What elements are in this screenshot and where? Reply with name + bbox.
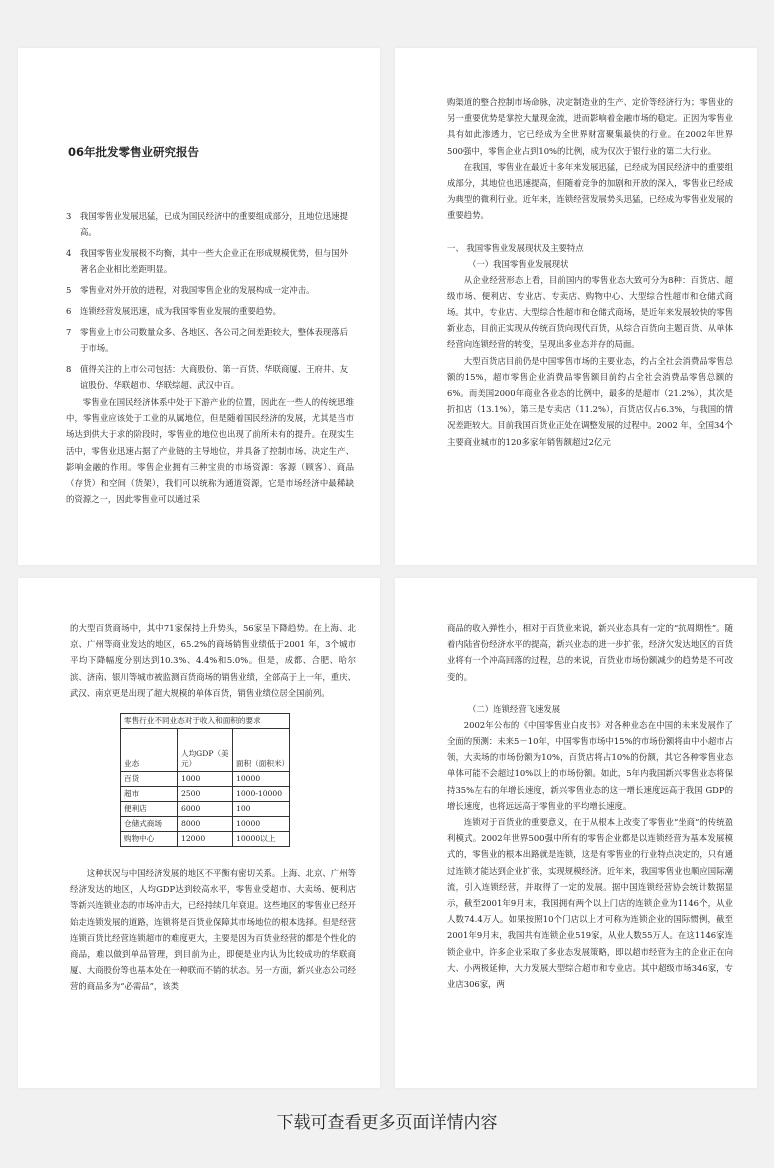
table-cell: 1000 (178, 772, 233, 787)
table-header-row (121, 729, 290, 772)
table-cell: 购物中心 (121, 832, 178, 847)
table-header: 业态 (121, 729, 178, 772)
list-item: 5 零售业对外开放的进程，对我国零售企业的发展构成一定冲击。 (66, 285, 315, 295)
body-paragraph: 连锁对于百货业的重要意义，在于从根本上改变了零售业“坐商”的传统盈利模式。2002年世界500强中所有的零售企业都是以连锁经营为基本发展模式的，零售业的根本出路就是连锁，这是有零售业的行业特点决定的，只有通过连锁才能达到企业扩张，实现规模经济。近年来，我国零售业也顺应国际潮流，引入连锁经营，并取得了一定的发展。据中国连锁经营协会统计数据显示，截至2001年9月末，我国拥有两个以上门店的连锁企业为1146个，从业人数74.4万人。如果按照10个门店以上才可称为连锁企业的国际惯例，截至2001年9月末，我国共有连锁企业519家，从业人数55万人。在这1146家连锁企业中，许多企业采取了多业态发展策略，即以超市经营为主的企业正在向大、小两极延伸，大力发展大型综合超市和专业店。其中超级市场346家，专业店306家，两 (447, 817, 733, 990)
table-cell: 10000 (233, 772, 290, 787)
document-page-3 (18, 578, 380, 1088)
table-cell: 仓储式商场 (121, 817, 178, 832)
document-page-4 (395, 578, 757, 1088)
table-cell: 8000 (178, 817, 233, 832)
body-paragraph: 在我国，零售业在最近十多年来发展迅猛，已经成为国民经济中的重要组成部分，其地位也迅速提高，但随着竞争的加剧和开放的深入，零售业已经成为典型的微利行业。近年来，连锁经营发展势头迅猛，已经成为零售业发展的重要趋势。 (447, 161, 733, 221)
list-item: 4 我国零售业发展极不均衡，其中一些大企业正在形成规模优势，但与国外著名企业相比差距明显。 (66, 248, 348, 274)
document-page-2 (395, 48, 757, 565)
table-row (121, 802, 290, 817)
body-paragraph: 从企业经营形态上看，目前国内的零售业态大致可分为8种：百货店、超级市场、便利店、专业店、专卖店、购物中心、大型综合性超市和仓储式商场。其中，专业店、大型综合性超市和仓储式商场，是近年来发展较快的零售新业态，目前正实现从传统百货向现代百货，从综合百货向主题百货、从单体经营向连锁经营的转变，呈现出多业态并存的局面。 (447, 274, 733, 350)
table-cell: 10000 (233, 817, 290, 832)
table-row (121, 772, 290, 787)
body-paragraph: 2002年公布的《中国零售业白皮书》对各种业态在中国的未来发展作了全面的预测：未来5－10年，中国零售市场中15%的市场份额将由中小超市占领，大卖场的市场份额为10%，百货店将占10%的份额，其它各种零售业态单体可能不会超过10%以上的市场份额。如此，5年内我国新兴零售业态将保持35%左右的年增长速度，新兴零售业态的这一增长速度远高于我国 GDP的增长速度，也将远远高于零售业的平均增长速度。 (447, 719, 733, 811)
list-item: 3 我国零售业发展迅猛，已成为国民经济中的重要组成部分，且地位迅速提高。 (66, 211, 348, 237)
key-points-list (66, 208, 354, 393)
table-cell: 2500 (178, 787, 233, 802)
report-title: 06年批发零售业研究报告 (68, 145, 200, 159)
body-paragraph: 商品的收入弹性小，相对于百货业来说，新兴业态具有一定的“抗周期性”。随着内陆省份经济水平的提高，新兴业态的进一步扩张，经济欠发达地区的百货业将有一个冲高回落的过程，总的来说，百货业市场份额减少的趋势是不可改变的。 (447, 623, 733, 682)
table-cell: 便利店 (121, 802, 178, 817)
table-cell: 1000-10000 (233, 787, 290, 802)
table-row (121, 832, 290, 847)
body-paragraph: 这种状况与中国经济发展的地区不平衡有密切关系。上海、北京、广州等经济发达的地区，人均GDP达到较高水平，零售业受超市、大卖场、便利店等新兴连锁业态的市场冲击大，已经持续几年衰退。这些地区的零售业已经开始走连锁发展的道路，连锁将是百货业保障其市场地位的根本选择。但是经营连锁百货比经营连锁超市的难度更大，主要是因为百货业经营的都是个性化的商品，难以做到单品管理，到目前为止，即便是业内认为比较成功的华联商厦、大商股份等也基本处在一种联而不销的状态。另一方面，新兴业态公司经营的商品多为“必需品”，该类 (70, 868, 356, 992)
table-header: 人均GDP（美元） (178, 729, 233, 772)
subsection-heading: （一）我国零售业发展现状 (468, 258, 569, 269)
list-item: 7 零售业上市公司数量众多、各地区、各公司之间差距较大，整体表现落后于市场。 (66, 327, 348, 353)
subsection-heading: （二）连锁经营飞速发展 (468, 703, 561, 714)
table-cell: 超市 (121, 787, 178, 802)
section-heading: 一、 我国零售业发展现状及主要特点 (447, 242, 584, 253)
table-cell: 100 (233, 802, 290, 817)
list-item: 6 连锁经营发展迅速，成为我国零售业发展的重要趋势。 (66, 306, 281, 316)
table-row (121, 787, 290, 802)
body-paragraph: 零售业在国民经济体系中处于下游产业的位置，因此在一些人的传统思维中，零售业应该处于工业的从属地位，但是随着国民经济的发展，尤其是当市场达到供大于求的阶段时，零售业的地位也出现了前所未有的提升。在现实生活中，零售业迅速占据了产业链的主导地位，并具备了控制市场、决定生产、影响金融的作用。零售企业拥有三种宝贵的市场资源：客源（顾客）、商品（存货）和空间（货架），我们可以统称为通道资源，它是市场经济中最稀缺的资源之一，因此零售业可以通过采 (66, 397, 354, 505)
table-row (121, 817, 290, 832)
table-cell: 10000以上 (233, 832, 290, 847)
body-paragraph: 大型百货店目前仍是中国零售市场的主要业态，约占全社会消费品零售总额的15%，超市零售企业消费品零售额目前约占全社会消费品零售总额的6%。而美国2000年商业各业态的比例中，最多的是超市（21.2%），其次是折扣店（13.1%），第三是专卖店（11.2%），百货店仅占6.3%，与我国的情况差距较大。目前我国百货业正处在调整发展的过程中。2002 年，全国34个主要商业城市的120多家年销售额超过2亿元 (447, 355, 733, 447)
table-cell: 12000 (178, 832, 233, 847)
document-page-1 (18, 48, 380, 565)
table-cell: 百货 (121, 772, 178, 787)
list-item: 8 值得关注的上市公司包括：大商股份、第一百货、华联商厦、王府井、友谊股份、华联超市、华联综超、武汉中百。 (66, 364, 348, 390)
body-paragraph: 的大型百货商场中，其中71家保持上升势头，56家呈下降趋势。在上海、北京、广州等商业发达的地区，65.2%的商场销售业绩低于2001 年，3个城市平均下降幅度分别达到10.3%、4.4%和5.0%。但是，成都、合肥、哈尔滨、济南、银川等城市被监测百货商场的销售业绩，全部高于上一年，重庆、武汉、南京更是出现了超大规模的单体百货，销售业绩位居全国前列。 (70, 623, 356, 698)
table-header: 面积（面积米） (233, 729, 290, 772)
table-cell: 6000 (178, 802, 233, 817)
table-title: 零售行业不同业态对于收入和面积的要求 (121, 714, 290, 729)
body-paragraph: 购渠道的整合控制市场命脉，决定制造业的生产、定价等经济行为；零售业的另一重要优势是掌控大量现金流，进而影响着金融市场的稳定。正因为零售业具有如此渗透力，它已经成为全世界财富聚集最快的行业。在2002年世界500强中，零售企业占到10%的比例，成为仅次于银行业的第二大行业。 (447, 97, 733, 156)
download-more-banner[interactable]: 下载可查看更多页面详情内容 (276, 1113, 498, 1133)
retail-format-table (120, 713, 290, 847)
